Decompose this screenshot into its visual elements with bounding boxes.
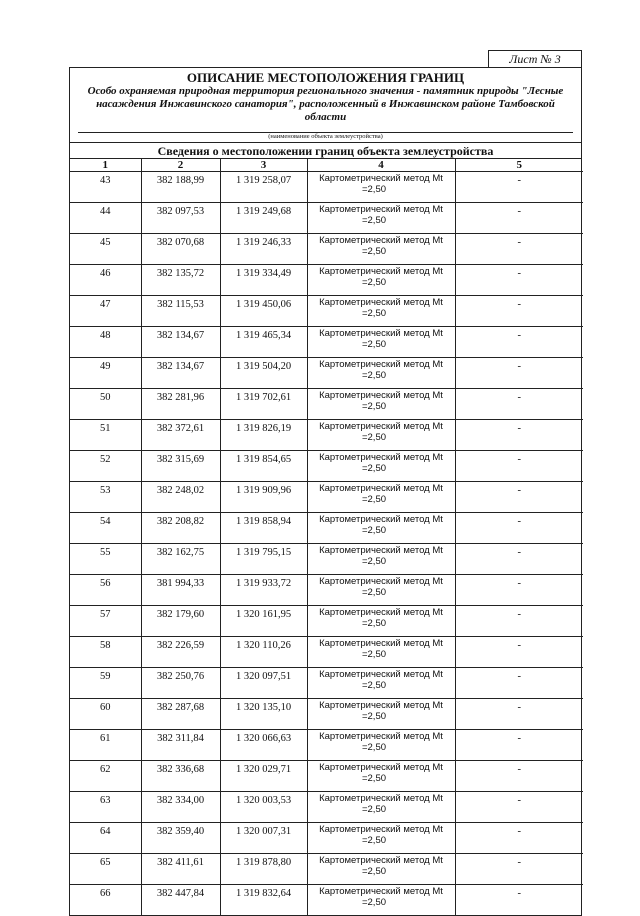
method-cell xyxy=(307,730,455,761)
point-number: 57 xyxy=(70,606,141,637)
accuracy-text: =2,50 xyxy=(361,773,387,784)
method-cell xyxy=(307,575,455,606)
note-cell: - xyxy=(455,420,583,451)
point-number: 62 xyxy=(70,761,141,792)
method-text: Картометрический метод Mt xyxy=(319,638,443,649)
table-row xyxy=(70,823,583,854)
method-cell xyxy=(307,668,455,699)
accuracy-text: =2,50 xyxy=(361,463,387,474)
accuracy-text: =2,50 xyxy=(361,866,387,877)
table-body xyxy=(70,172,583,916)
method-text: Картометрический метод Mt xyxy=(319,514,443,525)
method-cell xyxy=(307,327,455,358)
table-row xyxy=(70,575,583,606)
note-cell: - xyxy=(455,854,583,885)
note-cell: - xyxy=(455,792,583,823)
accuracy-text: =2,50 xyxy=(361,494,387,505)
method-text: Картометрический метод Mt xyxy=(319,793,443,804)
accuracy-text: =2,50 xyxy=(361,618,387,629)
coordinate-x: 382 162,75 xyxy=(141,544,220,575)
note-cell: - xyxy=(455,172,583,203)
table-row xyxy=(70,420,583,451)
note-cell: - xyxy=(455,699,583,730)
coordinate-y: 1 319 909,96 xyxy=(220,482,307,513)
accuracy-text: =2,50 xyxy=(361,370,387,381)
method-text: Картометрический метод Mt xyxy=(319,731,443,742)
coordinate-y: 1 319 702,61 xyxy=(220,389,307,420)
table-row xyxy=(70,358,583,389)
method-cell xyxy=(307,885,455,916)
point-number: 65 xyxy=(70,854,141,885)
point-number: 50 xyxy=(70,389,141,420)
method-text: Картометрический метод Mt xyxy=(319,700,443,711)
table-row xyxy=(70,389,583,420)
column-header-y: 3 xyxy=(220,159,307,172)
coordinate-y: 1 319 826,19 xyxy=(220,420,307,451)
coordinate-x: 382 248,02 xyxy=(141,482,220,513)
method-text: Картометрический метод Mt xyxy=(319,204,443,215)
point-number: 54 xyxy=(70,513,141,544)
method-text: Картометрический метод Mt xyxy=(319,607,443,618)
point-number: 51 xyxy=(70,420,141,451)
coordinate-x: 382 179,60 xyxy=(141,606,220,637)
point-number: 44 xyxy=(70,203,141,234)
accuracy-text: =2,50 xyxy=(361,680,387,691)
coordinate-y: 1 319 465,34 xyxy=(220,327,307,358)
note-cell: - xyxy=(455,296,583,327)
note-cell: - xyxy=(455,513,583,544)
method-text: Картометрический метод Mt xyxy=(319,297,443,308)
coordinate-y: 1 319 334,49 xyxy=(220,265,307,296)
table-row xyxy=(70,637,583,668)
document-header xyxy=(70,68,581,132)
point-number: 59 xyxy=(70,668,141,699)
note-cell: - xyxy=(455,668,583,699)
table-row xyxy=(70,327,583,358)
table-row xyxy=(70,699,583,730)
point-number: 48 xyxy=(70,327,141,358)
sheet-number-label: Лист № 3 xyxy=(488,50,582,67)
point-number: 45 xyxy=(70,234,141,265)
note-cell: - xyxy=(455,544,583,575)
method-text: Картометрический метод Mt xyxy=(319,545,443,556)
method-cell xyxy=(307,172,455,203)
coordinate-y: 1 320 097,51 xyxy=(220,668,307,699)
method-cell xyxy=(307,451,455,482)
coordinate-x: 382 226,59 xyxy=(141,637,220,668)
point-number: 60 xyxy=(70,699,141,730)
method-cell xyxy=(307,761,455,792)
note-cell: - xyxy=(455,482,583,513)
point-number: 52 xyxy=(70,451,141,482)
method-cell xyxy=(307,637,455,668)
method-text: Картометрический метод Mt xyxy=(319,855,443,866)
method-text: Картометрический метод Mt xyxy=(319,886,443,897)
accuracy-text: =2,50 xyxy=(361,587,387,598)
point-number: 55 xyxy=(70,544,141,575)
note-cell: - xyxy=(455,575,583,606)
note-cell: - xyxy=(455,637,583,668)
method-text: Картометрический метод Mt xyxy=(319,328,443,339)
object-description: Особо охраняемая природная территория регионального значения - памятник природы "Лесные насаждения Инжавинского санатория", расположенный в Инжавинском районе Тамбовской области xyxy=(87,85,564,123)
coordinate-x: 382 188,99 xyxy=(141,172,220,203)
method-text: Картометрический метод Mt xyxy=(319,266,443,277)
method-cell xyxy=(307,699,455,730)
accuracy-text: =2,50 xyxy=(361,432,387,443)
coordinate-y: 1 319 246,33 xyxy=(220,234,307,265)
accuracy-text: =2,50 xyxy=(361,277,387,288)
method-cell xyxy=(307,606,455,637)
table-row xyxy=(70,203,583,234)
table-row xyxy=(70,730,583,761)
point-number: 64 xyxy=(70,823,141,854)
accuracy-text: =2,50 xyxy=(361,742,387,753)
coordinate-x: 382 315,69 xyxy=(141,451,220,482)
table-row xyxy=(70,606,583,637)
method-text: Картометрический метод Mt xyxy=(319,359,443,370)
table-row xyxy=(70,792,583,823)
point-number: 46 xyxy=(70,265,141,296)
table-row xyxy=(70,513,583,544)
note-cell: - xyxy=(455,606,583,637)
accuracy-text: =2,50 xyxy=(361,184,387,195)
column-header-method: 4 xyxy=(307,159,455,172)
coordinate-x: 382 135,72 xyxy=(141,265,220,296)
column-header-note: 5 xyxy=(455,159,583,172)
coordinate-y: 1 320 135,10 xyxy=(220,699,307,730)
point-number: 43 xyxy=(70,172,141,203)
method-cell xyxy=(307,513,455,544)
method-text: Картометрический метод Mt xyxy=(319,762,443,773)
coordinate-y: 1 319 933,72 xyxy=(220,575,307,606)
note-cell: - xyxy=(455,389,583,420)
coordinate-y: 1 319 504,20 xyxy=(220,358,307,389)
accuracy-text: =2,50 xyxy=(361,246,387,257)
coordinate-y: 1 320 029,71 xyxy=(220,761,307,792)
coordinate-y: 1 320 161,95 xyxy=(220,606,307,637)
coordinate-y: 1 319 450,06 xyxy=(220,296,307,327)
coordinate-x: 382 070,68 xyxy=(141,234,220,265)
coordinate-x: 382 411,61 xyxy=(141,854,220,885)
description-caption: (наименование объекта землеустройства) xyxy=(70,133,581,143)
coordinate-x: 382 447,84 xyxy=(141,885,220,916)
note-cell: - xyxy=(455,451,583,482)
coordinate-x: 381 994,33 xyxy=(141,575,220,606)
method-cell xyxy=(307,544,455,575)
coordinate-y: 1 319 249,68 xyxy=(220,203,307,234)
point-number: 66 xyxy=(70,885,141,916)
note-cell: - xyxy=(455,823,583,854)
accuracy-text: =2,50 xyxy=(361,649,387,660)
table-row xyxy=(70,234,583,265)
point-number: 49 xyxy=(70,358,141,389)
coordinate-x: 382 287,68 xyxy=(141,699,220,730)
method-cell xyxy=(307,854,455,885)
coordinate-x: 382 250,76 xyxy=(141,668,220,699)
method-cell xyxy=(307,234,455,265)
coordinate-x: 382 311,84 xyxy=(141,730,220,761)
document-frame xyxy=(69,67,582,916)
accuracy-text: =2,50 xyxy=(361,308,387,319)
point-number: 47 xyxy=(70,296,141,327)
column-header-point: 1 xyxy=(70,159,141,172)
method-text: Картометрический метод Mt xyxy=(319,483,443,494)
table-row xyxy=(70,544,583,575)
note-cell: - xyxy=(455,234,583,265)
note-cell: - xyxy=(455,761,583,792)
table-header-row xyxy=(70,159,583,172)
method-text: Картометрический метод Mt xyxy=(319,390,443,401)
coordinate-y: 1 319 258,07 xyxy=(220,172,307,203)
note-cell: - xyxy=(455,327,583,358)
method-cell xyxy=(307,265,455,296)
accuracy-text: =2,50 xyxy=(361,804,387,815)
method-text: Картометрический метод Mt xyxy=(319,576,443,587)
document-title: ОПИСАНИЕ МЕСТОПОЛОЖЕНИЯ ГРАНИЦ xyxy=(186,70,465,85)
coordinate-y: 1 320 110,26 xyxy=(220,637,307,668)
coordinate-y: 1 320 003,53 xyxy=(220,792,307,823)
method-cell xyxy=(307,823,455,854)
coordinate-x: 382 336,68 xyxy=(141,761,220,792)
coordinate-y: 1 319 858,94 xyxy=(220,513,307,544)
coordinate-x: 382 281,96 xyxy=(141,389,220,420)
coordinate-x: 382 359,40 xyxy=(141,823,220,854)
note-cell: - xyxy=(455,203,583,234)
section-title: Сведения о местоположении границ объекта землеустройства xyxy=(70,143,581,159)
coordinate-x: 382 208,82 xyxy=(141,513,220,544)
point-number: 63 xyxy=(70,792,141,823)
accuracy-text: =2,50 xyxy=(361,525,387,536)
point-number: 58 xyxy=(70,637,141,668)
method-text: Картометрический метод Mt xyxy=(319,173,443,184)
method-text: Картометрический метод Mt xyxy=(319,421,443,432)
method-cell xyxy=(307,358,455,389)
coordinate-y: 1 319 854,65 xyxy=(220,451,307,482)
table-row xyxy=(70,854,583,885)
method-text: Картометрический метод Mt xyxy=(319,669,443,680)
coordinate-y: 1 319 832,64 xyxy=(220,885,307,916)
note-cell: - xyxy=(455,265,583,296)
method-cell xyxy=(307,482,455,513)
coordinate-x: 382 115,53 xyxy=(141,296,220,327)
method-cell xyxy=(307,296,455,327)
accuracy-text: =2,50 xyxy=(361,835,387,846)
point-number: 56 xyxy=(70,575,141,606)
coordinate-y: 1 320 007,31 xyxy=(220,823,307,854)
point-number: 61 xyxy=(70,730,141,761)
method-cell xyxy=(307,792,455,823)
coordinates-table xyxy=(70,159,583,915)
coordinate-y: 1 319 878,80 xyxy=(220,854,307,885)
table-row xyxy=(70,451,583,482)
note-cell: - xyxy=(455,730,583,761)
table-row xyxy=(70,482,583,513)
table-row xyxy=(70,761,583,792)
accuracy-text: =2,50 xyxy=(361,339,387,350)
accuracy-text: =2,50 xyxy=(361,711,387,722)
accuracy-text: =2,50 xyxy=(361,897,387,908)
point-number: 53 xyxy=(70,482,141,513)
coordinate-x: 382 372,61 xyxy=(141,420,220,451)
accuracy-text: =2,50 xyxy=(361,215,387,226)
method-cell xyxy=(307,203,455,234)
method-text: Картометрический метод Mt xyxy=(319,452,443,463)
coordinate-x: 382 097,53 xyxy=(141,203,220,234)
coordinate-x: 382 134,67 xyxy=(141,327,220,358)
coordinate-x: 382 134,67 xyxy=(141,358,220,389)
accuracy-text: =2,50 xyxy=(361,556,387,567)
table-row xyxy=(70,885,583,916)
method-cell xyxy=(307,389,455,420)
accuracy-text: =2,50 xyxy=(361,401,387,412)
note-cell: - xyxy=(517,888,521,899)
coordinate-y: 1 319 795,15 xyxy=(220,544,307,575)
column-header-x: 2 xyxy=(141,159,220,172)
table-row xyxy=(70,668,583,699)
table-row xyxy=(70,265,583,296)
method-cell xyxy=(307,420,455,451)
note-cell: - xyxy=(455,358,583,389)
method-text: Картометрический метод Mt xyxy=(319,235,443,246)
coordinate-y: 1 320 066,63 xyxy=(220,730,307,761)
method-text: Картометрический метод Mt xyxy=(319,824,443,835)
coordinate-x: 382 334,00 xyxy=(141,792,220,823)
table-row xyxy=(70,172,583,203)
table-row xyxy=(70,296,583,327)
